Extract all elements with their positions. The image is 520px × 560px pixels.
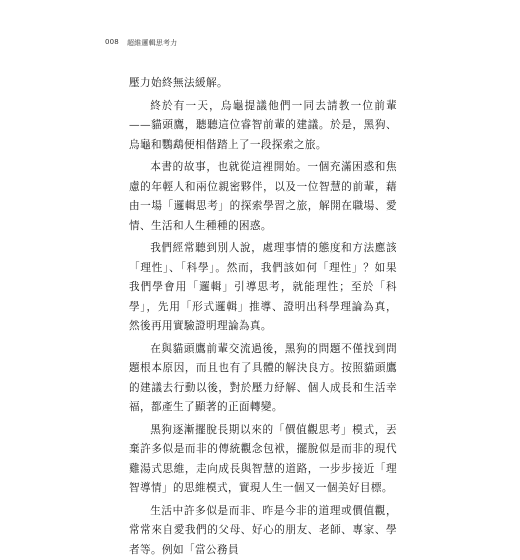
paragraph: 我們經常聽到別人說，處理事情的態度和方法應該「理性」、「科學」。然而，我們該如何「理性」？如果我們學會用「邏輯」引導思考，就能理性；至於「科學」，先用「形式邏輯」推導、證明出科學理論為真，然後再用實驗證明理論為真。 [129,239,397,337]
running-header [105,38,177,48]
paragraph: 本書的故事，也就從這裡開始。一個充滿困惑和焦慮的年輕人和兩位親密夥伴，以及一位智慧的前輩，藉由一場「邏輯思考」的探索學習之旅，解開在職場、愛情、生活和人生種種的困惑。 [129,158,397,236]
book-title: 超維邏輯思考力 [127,38,177,48]
paragraph: 終於有一天，烏龜提議他們一同去請教一位前輩——貓頭鷹，聽聽這位睿智前輩的建議。於是，黑狗、烏龜和鸚鵡便相偕踏上了一段探索之旅。 [129,97,397,156]
page-number: 008 [105,38,119,48]
paragraph: 在與貓頭鷹前輩交流過後，黑狗的問題不僅找到問題根本原因，而且也有了具體的解決良方。按照貓頭鷹的建議去行動以後，對於壓力紓解、個人成長和生活幸福，都產生了顯著的正面轉變。 [129,340,397,418]
paragraph-continued: 壓力始終無法緩解。 [129,74,397,94]
body-text [129,74,397,560]
paragraph: 生活中許多似是而非、昨是今非的道理或價值觀，常常來自愛我們的父母、好心的朋友、老師、專家、學者等。例如「當公務員 [129,502,397,560]
paragraph: 黑狗逐漸擺脫長期以來的「價值觀思考」模式，丟棄許多似是而非的傳統觀念包袱，擺脫似是而非的現代雞湯式思維，走向成長與智慧的道路，一步步接近「理智導情」的思維模式，實現人生一個又一個美好目標。 [129,421,397,499]
